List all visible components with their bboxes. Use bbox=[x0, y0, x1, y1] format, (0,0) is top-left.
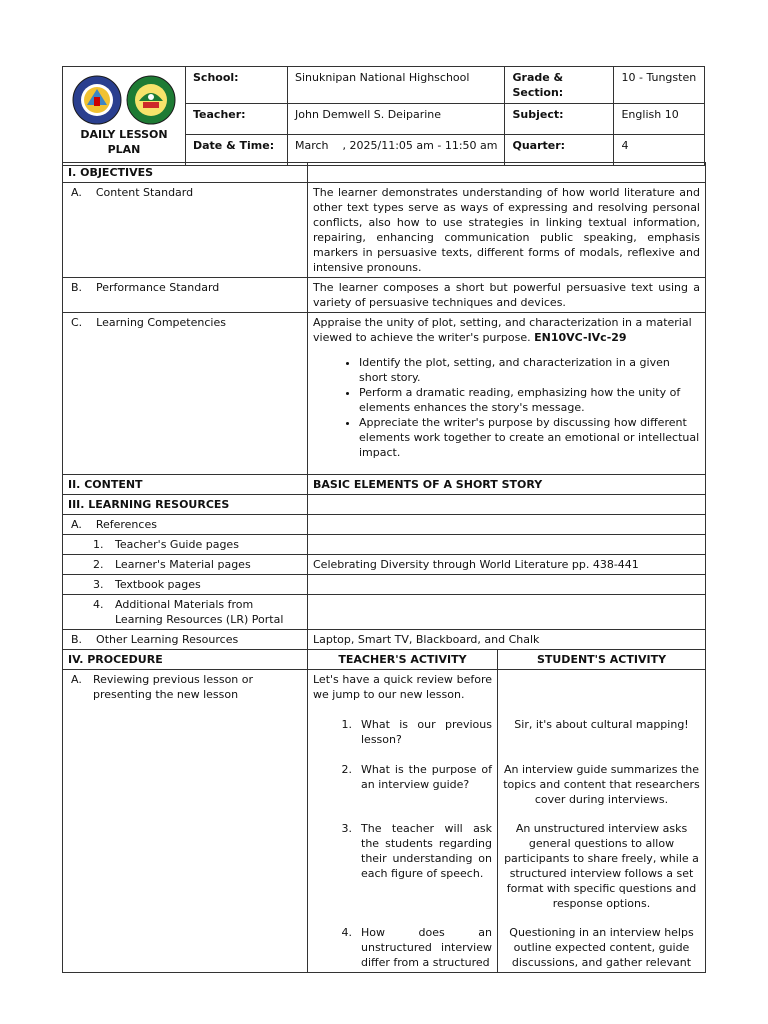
content-standard-value: The learner demonstrates understanding of how world literature and other text types serve as ways of expressing and resolving personal conflicts, also how to use strategies in linking textual information, repairing, enhancing communication public speaking, emphasis markers in persuasive texts, different forms of modals, reflexive and intensive pronouns. bbox=[308, 183, 706, 278]
school-value: Sinuknipan National Highschool bbox=[288, 67, 505, 104]
date-value: March , 2025/11:05 am - 11:50 am bbox=[288, 135, 505, 166]
question-num: 3. bbox=[341, 822, 352, 835]
subject-label: Subject: bbox=[505, 104, 614, 135]
teacher-value: John Demwell S. Deiparine bbox=[288, 104, 505, 135]
competencies-value bbox=[308, 313, 706, 475]
answer-text: An unstructured interview asks general questions to allow participants to share freely, while a structured interview follows a set format with specific questions and response options. bbox=[504, 822, 699, 910]
header-table bbox=[62, 66, 705, 166]
resource-row-label bbox=[63, 575, 308, 595]
list-item: • Identify the plot, setting, and characterization in a given short story. bbox=[359, 355, 700, 385]
grade-value: 10 - Tungsten bbox=[614, 67, 705, 104]
student-activity-heading: STUDENT'S ACTIVITY bbox=[498, 650, 706, 670]
question-num: 1. bbox=[341, 718, 352, 731]
logo-cell bbox=[63, 67, 186, 166]
question-text: How does an unstructured interview differ from a structured bbox=[361, 926, 492, 969]
date-label: Date & Time: bbox=[186, 135, 288, 166]
teacher-label: Teacher: bbox=[186, 104, 288, 135]
competencies-label: C. Learning Competencies bbox=[63, 313, 308, 475]
list-item bbox=[313, 762, 492, 792]
quarter-label: Quarter: bbox=[505, 135, 614, 166]
performance-standard-label: B. Performance Standard bbox=[63, 278, 308, 313]
question-num: 4. bbox=[341, 926, 352, 939]
list-item bbox=[313, 821, 492, 881]
other-resources-label: B. Other Learning Resources bbox=[63, 630, 308, 650]
resource-row-value bbox=[308, 575, 706, 595]
resource-row-value bbox=[308, 535, 706, 555]
objectives-heading: I. OBJECTIVES bbox=[63, 163, 308, 183]
other-resources-value: Laptop, Smart TV, Blackboard, and Chalk bbox=[308, 630, 706, 650]
resources-heading: III. LEARNING RESOURCES bbox=[63, 495, 308, 515]
content-standard-label: A. Content Standard bbox=[63, 183, 308, 278]
content-value: BASIC ELEMENTS OF A SHORT STORY bbox=[308, 475, 706, 495]
list-item bbox=[313, 925, 492, 970]
review-intro: Let's have a quick review before we jump to our new lesson. bbox=[313, 673, 492, 701]
question-text: What is the purpose of an interview guide? bbox=[361, 763, 492, 791]
school-seal-icon bbox=[126, 75, 176, 125]
resource-row-label bbox=[63, 595, 308, 630]
step-a-label: A. Reviewing previous lesson or presenting the new lesson bbox=[63, 670, 308, 973]
resource-num: 2. bbox=[93, 558, 104, 571]
list-item bbox=[313, 717, 492, 747]
resources-heading-value bbox=[308, 495, 706, 515]
deped-seal-icon bbox=[72, 75, 122, 125]
student-activity-cell bbox=[498, 670, 706, 973]
grade-label: Grade & Section: bbox=[505, 67, 614, 104]
resource-num: 1. bbox=[93, 538, 104, 551]
resource-row-label bbox=[63, 535, 308, 555]
quarter-value: 4 bbox=[614, 135, 705, 166]
question-text: What is our previous lesson? bbox=[361, 718, 492, 746]
teacher-activity-heading: TEACHER'S ACTIVITY bbox=[308, 650, 498, 670]
teacher-activity-cell bbox=[308, 670, 498, 973]
resource-label: Additional Materials from Learning Resources (LR) Portal bbox=[115, 598, 284, 626]
answer-text: Sir, it's about cultural mapping! bbox=[514, 718, 689, 731]
content-heading: II. CONTENT bbox=[63, 475, 308, 495]
resource-row-label bbox=[63, 555, 308, 575]
question-list bbox=[313, 717, 492, 970]
answer-text: An interview guide summarizes the topics and content that researchers cover during interviews. bbox=[503, 763, 700, 806]
step-a-text: Reviewing previous lesson or presenting the new lesson bbox=[93, 673, 254, 701]
answer-text: Questioning in an interview helps outline expected content, guide discussions, and gather relevant bbox=[509, 926, 694, 969]
competency-code: EN10VC-IVc-29 bbox=[534, 331, 627, 344]
resource-row-value bbox=[308, 595, 706, 630]
subject-value: English 10 bbox=[614, 104, 705, 135]
list-item: • Perform a dramatic reading, emphasizing how the unity of elements enhances the story's message. bbox=[359, 385, 700, 415]
references-value bbox=[308, 515, 706, 535]
resource-label: Textbook pages bbox=[115, 578, 201, 591]
resource-label: Teacher's Guide pages bbox=[115, 538, 239, 551]
resource-num: 3. bbox=[93, 578, 104, 591]
question-num: 2. bbox=[341, 763, 352, 776]
competencies-list bbox=[313, 355, 700, 460]
question-text: The teacher will ask the students regarding their understanding on each figure of speech. bbox=[361, 822, 492, 880]
objectives-heading-value bbox=[308, 163, 706, 183]
school-label: School: bbox=[186, 67, 288, 104]
daily-lesson-plan-caption: DAILY LESSON PLAN bbox=[80, 127, 168, 156]
competencies-intro: Appraise the unity of plot, setting, and characterization in a material viewed to achieve the writer's purpose. bbox=[313, 316, 692, 344]
references-label: A. References bbox=[63, 515, 308, 535]
list-item: • Appreciate the writer's purpose by discussing how different elements work together to create an emotional or intellectual impact. bbox=[359, 415, 700, 460]
resource-row-value: Celebrating Diversity through World Literature pp. 438-441 bbox=[308, 555, 706, 575]
procedure-heading: IV. PROCEDURE bbox=[63, 650, 308, 670]
performance-standard-value: The learner composes a short but powerful persuasive text using a variety of persuasive techniques and devices. bbox=[308, 278, 706, 313]
lesson-plan-table bbox=[62, 162, 706, 973]
resource-label: Learner's Material pages bbox=[115, 558, 251, 571]
resource-num: 4. bbox=[93, 598, 104, 611]
